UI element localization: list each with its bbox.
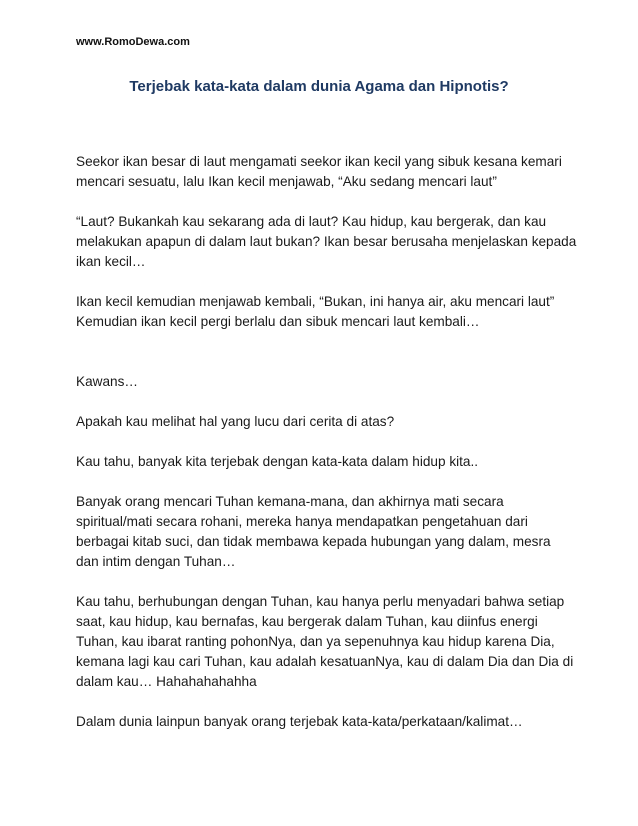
text-line: melakukan apapun di dalam laut bukan? Ikan besar berusaha menjelaskan kepada [76,234,577,249]
paragraph [76,452,566,472]
text-line: Kau tahu, banyak kita terjebak dengan kata-kata dalam hidup kita.. [76,454,479,469]
paragraph [76,372,566,392]
paragraph [76,712,566,732]
text-line: mencari sesuatu, lalu Ikan kecil menjawab, “Aku sedang mencari laut” [76,174,497,189]
paragraph [76,592,574,692]
text-line: kemana lagi kau cari Tuhan, kau adalah kesatuanNya, kau di dalam Dia dan Dia di [76,654,574,669]
paragraph [76,212,577,272]
paragraph [76,292,566,332]
text-line: Ikan kecil kemudian menjawab kembali, “Bukan, ini hanya air, aku mencari laut” [76,294,555,309]
text-line: Dalam dunia lainpun banyak orang terjebak kata-kata/perkataan/kalimat… [76,714,523,729]
page-title: Terjebak kata-kata dalam dunia Agama dan Hipnotis? [129,78,509,95]
text-line: Banyak orang mencari Tuhan kemana-mana, dan akhirnya mati secara [76,494,504,509]
text-line: “Laut? Bukankah kau sekarang ada di laut? Kau hidup, kau bergerak, dan kau [76,214,547,229]
text-line: dalam kau… Hahahahahahha [76,674,257,689]
document-body [76,152,577,752]
paragraph [76,412,566,432]
text-line: ikan kecil… [76,254,146,269]
text-line: saat, kau hidup, kau bernafas, kau bergerak dalam Tuhan, kau diinfus energi [76,614,538,629]
text-line: Tuhan, kau ibarat ranting pohonNya, dan ya sepenuhnya kau hidup karena Dia, [76,634,555,649]
header-url: www.RomoDewa.com [76,36,190,48]
text-line: Kau tahu, berhubungan dengan Tuhan, kau hanya perlu menyadari bahwa setiap [76,594,565,609]
text-line: berbagai kitab suci, dan tidak membawa kepada hubungan yang dalam, mesra [76,534,551,549]
text-line: Kawans… [76,374,138,389]
text-line: Seekor ikan besar di laut mengamati seekor ikan kecil yang sibuk kesana kemari [76,154,562,169]
text-line: spiritual/mati secara rohani, mereka hanya mendapatkan pengetahuan dari [76,514,528,529]
text-line: Kemudian ikan kecil pergi berlalu dan sibuk mencari laut kembali… [76,314,480,329]
text-line: dan intim dengan Tuhan… [76,554,236,569]
paragraph [76,152,566,192]
text-line: Apakah kau melihat hal yang lucu dari cerita di atas? [76,414,395,429]
paragraph [76,492,566,572]
